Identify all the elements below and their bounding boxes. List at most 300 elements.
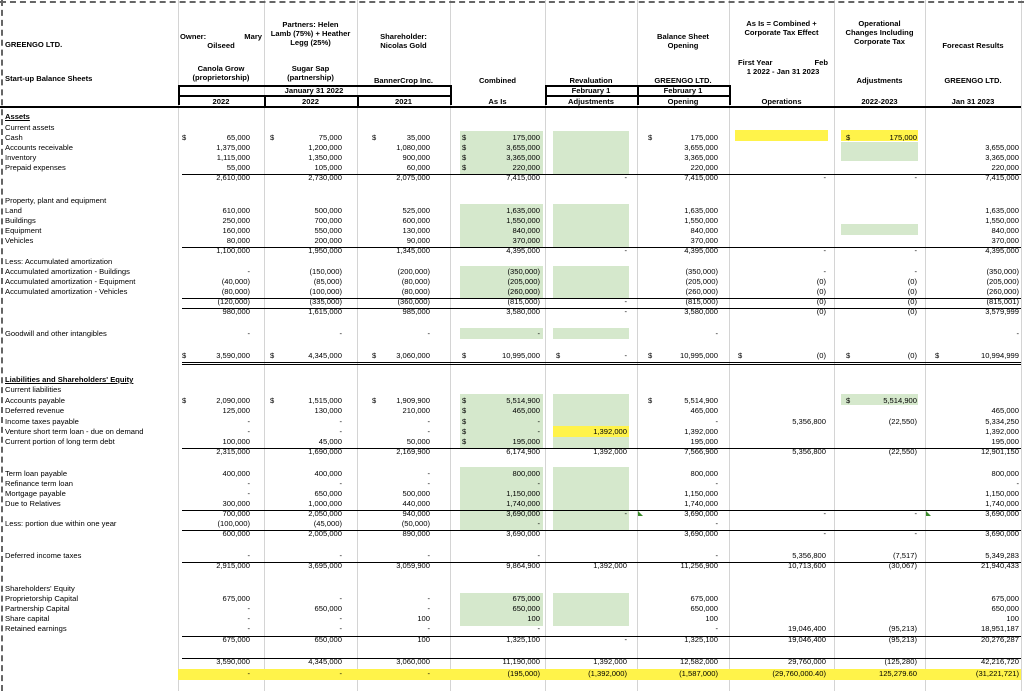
value-cell[interactable]: -	[247, 489, 250, 498]
value-cell[interactable]: 250,000	[222, 216, 250, 225]
value-cell[interactable]: 5,514,900	[506, 396, 540, 405]
value-cell[interactable]: 18,951,187	[980, 624, 1019, 633]
dollar-sign[interactable]: $	[648, 396, 653, 405]
value-cell[interactable]: -	[537, 329, 540, 338]
value-cell[interactable]: (350,000)	[507, 267, 540, 276]
value-cell[interactable]: (260,000)	[685, 287, 718, 296]
value-cell[interactable]: 610,000	[222, 206, 250, 215]
value-cell[interactable]: (95,213)	[888, 624, 917, 633]
row-label[interactable]: Vehicles	[5, 236, 34, 245]
value-cell[interactable]: -	[247, 604, 250, 613]
value-cell[interactable]: 985,000	[402, 307, 430, 316]
row-label[interactable]: Deferred income taxes	[5, 551, 82, 560]
value-cell[interactable]: 3,365,000	[506, 153, 540, 162]
row-label[interactable]: Due to Relatives	[5, 499, 61, 508]
value-cell[interactable]: 2,050,000	[308, 509, 342, 518]
value-cell[interactable]: (335,000)	[309, 297, 342, 306]
value-cell[interactable]: 7,415,000	[684, 173, 718, 182]
value-cell[interactable]: -	[427, 469, 430, 478]
value-cell[interactable]: 1,550,000	[684, 216, 718, 225]
value-cell[interactable]: -	[247, 614, 250, 623]
dollar-sign[interactable]: $	[738, 351, 743, 360]
value-cell[interactable]: -	[247, 479, 250, 488]
row-label[interactable]: Refinance term loan	[5, 479, 73, 488]
dollar-sign[interactable]: $	[462, 133, 467, 142]
value-cell[interactable]: 65,000	[226, 133, 250, 142]
value-cell[interactable]: -	[247, 417, 250, 426]
dollar-sign[interactable]: $	[372, 351, 377, 360]
row-label[interactable]: Goodwill and other intangibles	[5, 329, 107, 338]
row-label[interactable]: Equipment	[5, 226, 42, 235]
row-label[interactable]: Proprietorship Capital	[5, 594, 79, 603]
dollar-sign[interactable]: $	[648, 133, 653, 142]
value-cell[interactable]: -	[537, 427, 540, 436]
value-cell[interactable]: 100	[417, 635, 430, 644]
value-cell[interactable]: 42,216,720	[980, 657, 1019, 666]
row-label[interactable]: Current portion of long term debt	[5, 437, 115, 446]
value-cell[interactable]: 525,000	[402, 206, 430, 215]
value-cell[interactable]: 10,994,999	[980, 351, 1019, 360]
value-cell[interactable]: 840,000	[690, 226, 718, 235]
value-cell[interactable]: 840,000	[512, 226, 540, 235]
value-cell[interactable]: 195,000	[512, 437, 540, 446]
value-cell[interactable]: (80,000)	[221, 287, 250, 296]
value-cell[interactable]: 1,375,000	[216, 143, 250, 152]
value-cell[interactable]: 700,000	[314, 216, 342, 225]
value-cell[interactable]: 7,415,000	[985, 173, 1019, 182]
dollar-sign[interactable]: $	[846, 133, 851, 142]
value-cell[interactable]: -	[624, 351, 627, 360]
value-cell[interactable]: 55,000	[226, 163, 250, 172]
value-cell[interactable]: 220,000	[690, 163, 718, 172]
dollar-sign[interactable]: $	[270, 133, 275, 142]
value-cell[interactable]: 370,000	[690, 236, 718, 245]
value-cell[interactable]: -	[339, 479, 342, 488]
value-cell[interactable]: 3,580,000	[506, 307, 540, 316]
value-cell[interactable]: -	[624, 246, 627, 255]
row-label[interactable]: Accounts payable	[5, 396, 65, 405]
value-cell[interactable]: -	[537, 417, 540, 426]
value-cell[interactable]: -	[339, 551, 342, 560]
value-cell[interactable]: 7,566,900	[684, 447, 718, 456]
value-cell[interactable]: 675,000	[512, 594, 540, 603]
value-cell[interactable]: 500,000	[402, 489, 430, 498]
value-cell[interactable]: 195,000	[690, 437, 718, 446]
value-cell[interactable]: (100,000)	[217, 519, 250, 528]
value-cell[interactable]: 1,635,000	[985, 206, 1019, 215]
value-cell[interactable]: 600,000	[222, 529, 250, 538]
value-cell[interactable]: 1,200,000	[308, 143, 342, 152]
dollar-sign[interactable]: $	[462, 163, 467, 172]
value-cell[interactable]: 650,000	[512, 604, 540, 613]
value-cell[interactable]: -	[247, 669, 250, 678]
value-cell[interactable]: 465,000	[512, 406, 540, 415]
value-cell[interactable]: 650,000	[314, 635, 342, 644]
value-cell[interactable]: 675,000	[222, 594, 250, 603]
value-cell[interactable]: 675,000	[690, 594, 718, 603]
value-cell[interactable]: 650,000	[991, 604, 1019, 613]
value-cell[interactable]: -	[823, 529, 826, 538]
value-cell[interactable]: -	[537, 479, 540, 488]
value-cell[interactable]: -	[247, 551, 250, 560]
value-cell[interactable]: 890,000	[402, 529, 430, 538]
value-cell[interactable]: 29,760,000	[787, 657, 826, 666]
value-cell[interactable]: 500,000	[314, 206, 342, 215]
value-cell[interactable]: -	[1016, 329, 1019, 338]
value-cell[interactable]: (350,000)	[986, 267, 1019, 276]
value-cell[interactable]: 210,000	[402, 406, 430, 415]
value-cell[interactable]: 5,514,900	[883, 396, 917, 405]
dollar-sign[interactable]: $	[935, 351, 940, 360]
value-cell[interactable]: 50,000	[406, 437, 430, 446]
dollar-sign[interactable]: $	[846, 351, 851, 360]
value-cell[interactable]: -	[537, 551, 540, 560]
value-cell[interactable]: -	[624, 297, 627, 306]
value-cell[interactable]: (0)	[907, 351, 917, 360]
row-label[interactable]: Deferred revenue	[5, 406, 65, 415]
value-cell[interactable]: -	[914, 246, 917, 255]
value-cell[interactable]: 4,395,000	[506, 246, 540, 255]
value-cell[interactable]: 550,000	[314, 226, 342, 235]
value-cell[interactable]: 3,365,000	[985, 153, 1019, 162]
value-cell[interactable]: (40,000)	[221, 277, 250, 286]
value-cell[interactable]: (260,000)	[986, 287, 1019, 296]
value-cell[interactable]: 3,690,000	[684, 509, 718, 518]
value-cell[interactable]: 840,000	[991, 226, 1019, 235]
value-cell[interactable]: 1,150,000	[506, 489, 540, 498]
value-cell[interactable]: -	[715, 551, 718, 560]
row-label[interactable]: Accumulated amortization - Vehicles	[5, 287, 128, 296]
value-cell[interactable]: -	[624, 509, 627, 518]
value-cell[interactable]: 12,901,150	[980, 447, 1019, 456]
row-label[interactable]: Current liabilities	[5, 385, 62, 394]
value-cell[interactable]: -	[427, 669, 430, 678]
row-label[interactable]: Accounts receivable	[5, 143, 73, 152]
row-label[interactable]: Less: Accumulated amortization	[5, 257, 113, 266]
dollar-sign[interactable]: $	[182, 133, 187, 142]
row-label[interactable]: Venture short term loan - due on demand	[5, 427, 144, 436]
value-cell[interactable]: (95,213)	[888, 635, 917, 644]
value-cell[interactable]: 220,000	[512, 163, 540, 172]
value-cell[interactable]: -	[427, 604, 430, 613]
value-cell[interactable]: -	[715, 519, 718, 528]
value-cell[interactable]: 3,690,000	[985, 509, 1019, 518]
value-cell[interactable]: 5,349,283	[985, 551, 1019, 560]
value-cell[interactable]: 200,000	[314, 236, 342, 245]
dollar-sign[interactable]: $	[182, 396, 187, 405]
value-cell[interactable]: 21,940,433	[980, 561, 1019, 570]
value-cell[interactable]: (815,000)	[685, 297, 718, 306]
value-cell[interactable]: (0)	[816, 351, 826, 360]
value-cell[interactable]: 650,000	[314, 604, 342, 613]
value-cell[interactable]: 35,000	[406, 133, 430, 142]
value-cell[interactable]: -	[427, 329, 430, 338]
row-label[interactable]: Cash	[5, 133, 23, 142]
value-cell[interactable]: 1,392,000	[593, 657, 627, 666]
value-cell[interactable]: 3,579,999	[985, 307, 1019, 316]
value-cell[interactable]: 3,580,000	[684, 307, 718, 316]
value-cell[interactable]: 600,000	[402, 216, 430, 225]
value-cell[interactable]: 3,690,000	[985, 529, 1019, 538]
value-cell[interactable]: 175,000	[512, 133, 540, 142]
value-cell[interactable]: (360,000)	[397, 297, 430, 306]
value-cell[interactable]: 90,000	[406, 236, 430, 245]
value-cell[interactable]: -	[715, 479, 718, 488]
value-cell[interactable]: 1,150,000	[985, 489, 1019, 498]
value-cell[interactable]: 800,000	[690, 469, 718, 478]
value-cell[interactable]: 11,190,000	[502, 657, 540, 666]
value-cell[interactable]: (200,000)	[397, 267, 430, 276]
value-cell[interactable]: -	[914, 173, 917, 182]
value-cell[interactable]: 5,356,800	[792, 551, 826, 560]
value-cell[interactable]: 1,740,000	[684, 499, 718, 508]
row-label[interactable]: Mortgage payable	[5, 489, 66, 498]
row-label[interactable]: Inventory	[5, 153, 37, 162]
value-cell[interactable]: 2,730,000	[308, 173, 342, 182]
value-cell[interactable]: (120,000)	[217, 297, 250, 306]
value-cell[interactable]: (85,000)	[313, 277, 342, 286]
value-cell[interactable]: 1,115,000	[216, 153, 250, 162]
value-cell[interactable]: 1,150,000	[684, 489, 718, 498]
value-cell[interactable]: 5,334,250	[985, 417, 1019, 426]
value-cell[interactable]: 19,046,400	[787, 635, 826, 644]
value-cell[interactable]: 6,174,900	[506, 447, 540, 456]
value-cell[interactable]: -	[247, 427, 250, 436]
value-cell[interactable]: (0)	[907, 307, 917, 316]
value-cell[interactable]: 1,325,100	[684, 635, 718, 644]
value-cell[interactable]: -	[914, 529, 917, 538]
value-cell[interactable]: (0)	[907, 277, 917, 286]
value-cell[interactable]: (815,001)	[986, 297, 1019, 306]
value-cell[interactable]: 1,392,000	[684, 427, 718, 436]
row-label[interactable]: Accumulated amortization - Buildings	[5, 267, 130, 276]
value-cell[interactable]: -	[339, 624, 342, 633]
dollar-sign[interactable]: $	[182, 351, 187, 360]
value-cell[interactable]: (31,221,721)	[975, 669, 1019, 678]
value-cell[interactable]: (195,000)	[507, 669, 540, 678]
row-label[interactable]: Term loan payable	[5, 469, 68, 478]
value-cell[interactable]: 130,000	[314, 406, 342, 415]
row-label[interactable]: Land	[5, 206, 22, 215]
value-cell[interactable]: 1,740,000	[985, 499, 1019, 508]
dollar-sign[interactable]: $	[462, 406, 467, 415]
value-cell[interactable]: 2,005,000	[308, 529, 342, 538]
dollar-sign[interactable]: $	[462, 143, 467, 152]
dollar-sign[interactable]: $	[372, 396, 377, 405]
value-cell[interactable]: 3,695,000	[308, 561, 342, 570]
value-cell[interactable]: (205,000)	[685, 277, 718, 286]
value-cell[interactable]: 3,365,000	[684, 153, 718, 162]
value-cell[interactable]: 370,000	[991, 236, 1019, 245]
value-cell[interactable]: -	[715, 417, 718, 426]
value-cell[interactable]: 1,345,000	[396, 246, 430, 255]
row-label[interactable]: Assets	[5, 112, 30, 121]
row-label[interactable]: Partnership Capital	[5, 604, 70, 613]
value-cell[interactable]: 650,000	[314, 489, 342, 498]
value-cell[interactable]: (260,000)	[507, 287, 540, 296]
value-cell[interactable]: 10,995,000	[679, 351, 718, 360]
value-cell[interactable]: (150,000)	[309, 267, 342, 276]
row-label[interactable]: Accumulated amortization - Equipment	[5, 277, 136, 286]
value-cell[interactable]: 220,000	[991, 163, 1019, 172]
value-cell[interactable]: -	[914, 509, 917, 518]
value-cell[interactable]: 75,000	[318, 133, 342, 142]
value-cell[interactable]: 2,169,900	[396, 447, 430, 456]
value-cell[interactable]: -	[339, 427, 342, 436]
value-cell[interactable]: 45,000	[318, 437, 342, 446]
value-cell[interactable]: -	[427, 427, 430, 436]
value-cell[interactable]: 1,000,000	[308, 499, 342, 508]
row-label[interactable]: Liabilities and Shareholders' Equity	[5, 375, 134, 384]
value-cell[interactable]: 1,325,100	[506, 635, 540, 644]
value-cell[interactable]: 370,000	[512, 236, 540, 245]
value-cell[interactable]: 1,515,000	[308, 396, 342, 405]
value-cell[interactable]: 400,000	[222, 469, 250, 478]
value-cell[interactable]: 5,356,800	[792, 447, 826, 456]
value-cell[interactable]: -	[823, 509, 826, 518]
value-cell[interactable]: 675,000	[991, 594, 1019, 603]
value-cell[interactable]: 175,000	[889, 133, 917, 142]
row-label[interactable]: Shareholders' Equity	[5, 584, 75, 593]
value-cell[interactable]: 1,950,000	[308, 246, 342, 255]
value-cell[interactable]: 10,713,600	[787, 561, 826, 570]
value-cell[interactable]: 4,395,000	[684, 246, 718, 255]
value-cell[interactable]: (0)	[907, 287, 917, 296]
value-cell[interactable]: 800,000	[991, 469, 1019, 478]
value-cell[interactable]: -	[247, 329, 250, 338]
row-label[interactable]: Buildings	[5, 216, 36, 225]
value-cell[interactable]: 1,550,000	[985, 216, 1019, 225]
value-cell[interactable]: 3,059,900	[396, 561, 430, 570]
value-cell[interactable]: 100	[1006, 614, 1019, 623]
value-cell[interactable]: 1,350,000	[308, 153, 342, 162]
dollar-sign[interactable]: $	[462, 437, 467, 446]
value-cell[interactable]: 1,392,000	[985, 427, 1019, 436]
value-cell[interactable]: 3,060,000	[396, 657, 430, 666]
value-cell[interactable]: 60,000	[406, 163, 430, 172]
value-cell[interactable]: 1,550,000	[506, 216, 540, 225]
value-cell[interactable]: -	[339, 669, 342, 678]
value-cell[interactable]: -	[247, 267, 250, 276]
value-cell[interactable]: -	[1016, 479, 1019, 488]
value-cell[interactable]: (0)	[816, 287, 826, 296]
value-cell[interactable]: (29,760,000.40)	[772, 669, 826, 678]
value-cell[interactable]: 300,000	[222, 499, 250, 508]
value-cell[interactable]: 5,356,800	[792, 417, 826, 426]
dollar-sign[interactable]: $	[846, 396, 851, 405]
row-label[interactable]: Share capital	[5, 614, 50, 623]
value-cell[interactable]: (0)	[816, 297, 826, 306]
value-cell[interactable]: -	[624, 635, 627, 644]
value-cell[interactable]: (100,000)	[309, 287, 342, 296]
row-label[interactable]: Prepaid expenses	[5, 163, 66, 172]
value-cell[interactable]: (22,550)	[888, 447, 917, 456]
value-cell[interactable]: 1,100,000	[216, 246, 250, 255]
value-cell[interactable]: 4,395,000	[985, 246, 1019, 255]
dollar-sign[interactable]: $	[462, 427, 467, 436]
value-cell[interactable]: -	[823, 173, 826, 182]
value-cell[interactable]: (205,000)	[986, 277, 1019, 286]
row-label[interactable]: Property, plant and equipment	[5, 196, 107, 205]
value-cell[interactable]: 1,909,900	[396, 396, 430, 405]
value-cell[interactable]: 1,392,000	[593, 427, 627, 436]
value-cell[interactable]: -	[823, 267, 826, 276]
value-cell[interactable]: 675,000	[222, 635, 250, 644]
value-cell[interactable]: 4,345,000	[308, 351, 342, 360]
value-cell[interactable]: 2,610,000	[216, 173, 250, 182]
value-cell[interactable]: -	[339, 594, 342, 603]
value-cell[interactable]: -	[427, 479, 430, 488]
value-cell[interactable]: -	[715, 329, 718, 338]
dollar-sign[interactable]: $	[270, 351, 275, 360]
value-cell[interactable]: (0)	[907, 297, 917, 306]
value-cell[interactable]: 1,615,000	[308, 307, 342, 316]
value-cell[interactable]: 100	[527, 614, 540, 623]
value-cell[interactable]: 20,276,287	[980, 635, 1019, 644]
value-cell[interactable]: 465,000	[991, 406, 1019, 415]
value-cell[interactable]: 3,655,000	[684, 143, 718, 152]
value-cell[interactable]: 12,582,000	[679, 657, 718, 666]
value-cell[interactable]: -	[624, 173, 627, 182]
value-cell[interactable]: (22,550)	[888, 417, 917, 426]
value-cell[interactable]: 195,000	[991, 437, 1019, 446]
value-cell[interactable]: 19,046,400	[787, 624, 826, 633]
value-cell[interactable]: -	[427, 551, 430, 560]
value-cell[interactable]: 175,000	[690, 133, 718, 142]
value-cell[interactable]: 100	[705, 614, 718, 623]
value-cell[interactable]: 125,279.60	[878, 669, 917, 678]
dollar-sign[interactable]: $	[648, 351, 653, 360]
value-cell[interactable]: 3,590,000	[216, 351, 250, 360]
value-cell[interactable]: 900,000	[402, 153, 430, 162]
value-cell[interactable]: (815,000)	[507, 297, 540, 306]
value-cell[interactable]: 800,000	[512, 469, 540, 478]
row-label[interactable]: Retained earnings	[5, 624, 67, 633]
dollar-sign[interactable]: $	[462, 417, 467, 426]
value-cell[interactable]: 10,995,000	[501, 351, 540, 360]
row-label[interactable]: Income taxes payable	[5, 417, 79, 426]
dollar-sign[interactable]: $	[556, 351, 561, 360]
value-cell[interactable]: 650,000	[690, 604, 718, 613]
value-cell[interactable]: -	[427, 624, 430, 633]
dollar-sign[interactable]: $	[462, 351, 467, 360]
value-cell[interactable]: -	[427, 417, 430, 426]
value-cell[interactable]: 2,315,000	[216, 447, 250, 456]
value-cell[interactable]: -	[537, 624, 540, 633]
value-cell[interactable]: 3,655,000	[985, 143, 1019, 152]
value-cell[interactable]: -	[823, 246, 826, 255]
value-cell[interactable]: (30,067)	[888, 561, 917, 570]
value-cell[interactable]: (350,000)	[685, 267, 718, 276]
row-label[interactable]: Current assets	[5, 123, 55, 132]
value-cell[interactable]: (80,000)	[401, 287, 430, 296]
value-cell[interactable]: 160,000	[222, 226, 250, 235]
value-cell[interactable]: 440,000	[402, 499, 430, 508]
value-cell[interactable]: -	[339, 614, 342, 623]
value-cell[interactable]: (0)	[816, 277, 826, 286]
value-cell[interactable]: 980,000	[222, 307, 250, 316]
value-cell[interactable]: 80,000	[226, 236, 250, 245]
value-cell[interactable]: 7,415,000	[506, 173, 540, 182]
value-cell[interactable]: 11,256,900	[680, 561, 718, 570]
value-cell[interactable]: -	[339, 417, 342, 426]
value-cell[interactable]: 700,000	[222, 509, 250, 518]
value-cell[interactable]: -	[715, 624, 718, 633]
value-cell[interactable]: 2,075,000	[396, 173, 430, 182]
value-cell[interactable]: 3,690,000	[684, 529, 718, 538]
value-cell[interactable]: -	[247, 624, 250, 633]
dollar-sign[interactable]: $	[270, 396, 275, 405]
